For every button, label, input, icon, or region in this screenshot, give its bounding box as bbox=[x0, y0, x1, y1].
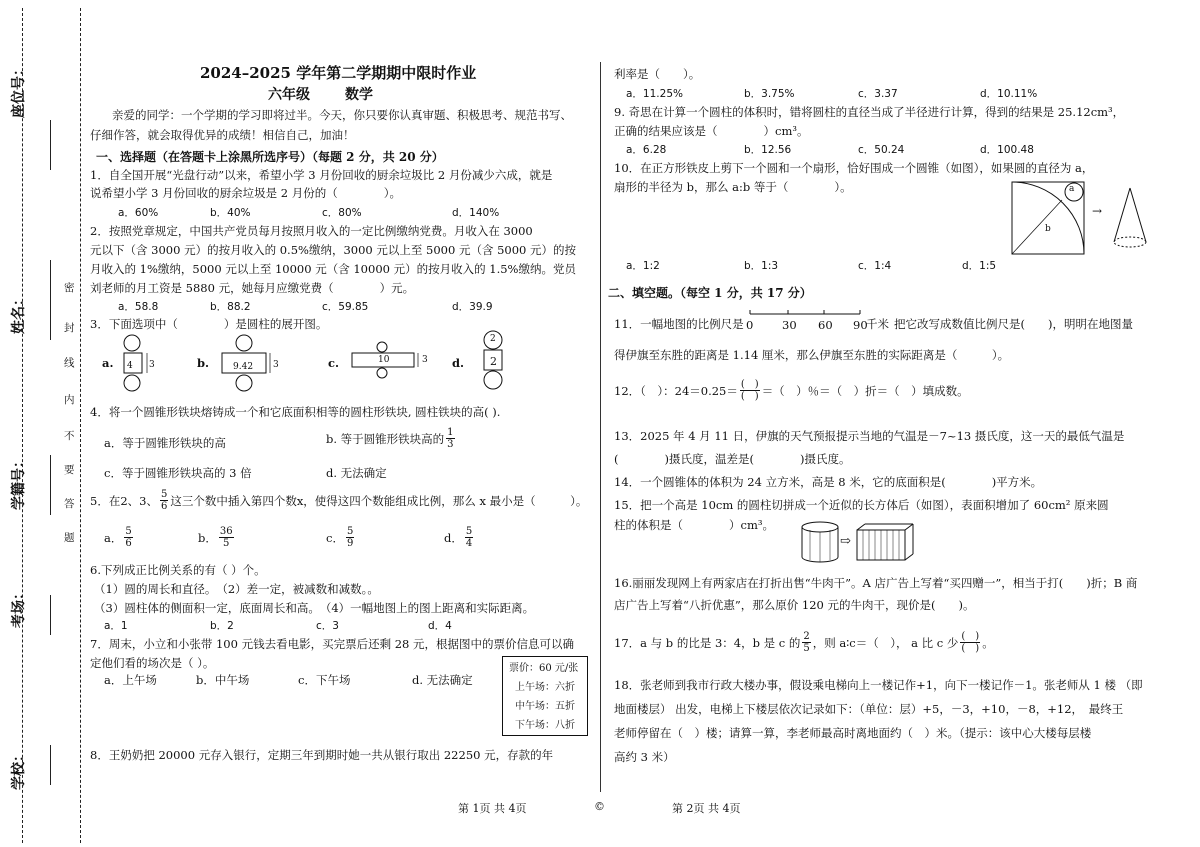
seal-char: 不 bbox=[64, 430, 75, 442]
q18-line-2: 地面楼层） 出发，电梯上下楼层依次记录如下：（单位：层）+5，－3，+10，－8，+12， 最终王 bbox=[614, 702, 1124, 716]
net-circle bbox=[124, 335, 140, 351]
q1-option-a[interactable]: a．60% bbox=[118, 207, 159, 219]
q7-option-b[interactable]: b．中午场 bbox=[196, 673, 250, 687]
q17-end: 。 bbox=[982, 635, 994, 650]
cuboid-edge bbox=[857, 524, 865, 530]
section-1-heading: 一、选择题（在答题卡上涂黑所选序号）（每题 2 分，共 20 分） bbox=[96, 150, 444, 164]
q2-line-3: 月收入的 1%缴纳，5000 元以上至 10000 元（含 10000 元）的按月收入的 1.5%缴纳。党员 bbox=[90, 262, 576, 276]
q2-option-d[interactable]: d．39.9 bbox=[452, 301, 493, 313]
q3-dim-d-diameter: 2 bbox=[490, 334, 496, 344]
copyright-icon: © bbox=[594, 800, 605, 813]
q5-option-b[interactable] bbox=[198, 526, 236, 549]
seal-char: 答 bbox=[64, 498, 75, 510]
q2-option-b[interactable]: b．88.2 bbox=[210, 301, 251, 313]
net-circle bbox=[484, 371, 502, 389]
seal-char: 密 bbox=[64, 282, 75, 294]
option-letter: c． bbox=[326, 530, 344, 545]
q10-option-c[interactable]: c．1:4 bbox=[858, 260, 892, 272]
q6-option-b[interactable]: b．2 bbox=[210, 620, 234, 632]
cuboid-figure bbox=[855, 522, 915, 562]
q6-items-2: （3）圆柱体的侧面积一定，底面周长和高。 （4）一幅地图上的图上距离和实际距离。 bbox=[94, 601, 535, 615]
ticket-price-box bbox=[502, 656, 588, 736]
cone-edge bbox=[1114, 188, 1130, 242]
q12-post: ＝（ ）％＝（ ）折＝（ ）填成数。 bbox=[761, 383, 969, 398]
cone-base bbox=[1114, 237, 1146, 247]
noon-discount: 中午场：五折 bbox=[515, 701, 575, 712]
q5-option-c[interactable] bbox=[326, 526, 356, 549]
cuboid-edge bbox=[905, 554, 913, 560]
q5-stem-pre: 5．在2、3、 bbox=[90, 493, 158, 508]
q3-dim-c-height: 3 bbox=[422, 355, 428, 365]
q10-option-b[interactable]: b．1:3 bbox=[744, 260, 779, 272]
q18-line-1: 18．张老师到我市行政大楼办事，假设乘电梯向上一楼记作+1，向下一楼记作－1。张老师从 1 楼 （即 bbox=[614, 678, 1143, 692]
cone-icon bbox=[1110, 186, 1150, 252]
q8-line-2: 利率是（ ）。 bbox=[614, 67, 701, 81]
scale-tick-label: 30 bbox=[782, 318, 797, 332]
page-divider bbox=[600, 62, 601, 792]
q1-option-b[interactable]: b．40% bbox=[210, 207, 251, 219]
scale-tick-label: 60 bbox=[818, 318, 833, 332]
seat-label: 座位号： bbox=[11, 62, 27, 118]
student-id-label: 学籍号： bbox=[11, 454, 27, 510]
q12-pre: 12．（ ）：24＝0.25＝ bbox=[614, 383, 738, 398]
cylinder-figure bbox=[800, 521, 840, 563]
seal-char: 封 bbox=[64, 322, 75, 334]
q17-stem bbox=[614, 631, 994, 654]
q11-line-1-post: 把它改写成数值比例尺是( )，明明在地图量 bbox=[894, 317, 1133, 331]
cylinder-top bbox=[802, 522, 838, 532]
morning-discount: 上午场：六折 bbox=[515, 682, 575, 693]
fraction: $\frac{1}{3}$ bbox=[447, 427, 454, 450]
q4-option-b[interactable] bbox=[326, 427, 457, 450]
section-2-heading: 二、填空题。（每空 1 分，共 17 分） bbox=[608, 286, 812, 300]
q10-label-b: b bbox=[1045, 224, 1051, 234]
q8-line-1: 8．王奶奶把 20000 元存入银行，定期三年到期时她一共从银行取出 22250 元，存款的年 bbox=[90, 748, 554, 762]
q7-line-1: 7．周末，小立和小张带 100 元钱去看电影，买完票后还剩 28 元，根据图中的票价信息可以确 bbox=[90, 637, 575, 651]
q5-option-a[interactable] bbox=[104, 526, 135, 549]
q2-option-a[interactable]: a．58.8 bbox=[118, 301, 159, 313]
q3-dim-a-width: 4 bbox=[127, 361, 133, 371]
afternoon-discount: 下午场：八折 bbox=[515, 720, 575, 731]
net-circle bbox=[236, 375, 252, 391]
subject-label: 数学 bbox=[345, 87, 373, 103]
q10-option-d[interactable]: d．1:5 bbox=[962, 260, 997, 272]
q5-stem-post: 这三个数中插入第四个数x，使得这四个数能组成比例，那么 x 最小是（ ）。 bbox=[170, 493, 588, 508]
seal-char: 内 bbox=[64, 394, 75, 406]
intro-line-1: 亲爱的同学：一个学期的学习即将过半。今天，你只要你认真审题、积极思考、规范书写、 bbox=[112, 108, 572, 122]
scale-unit: 千米 bbox=[866, 317, 889, 331]
q4-option-d[interactable]: d. 无法确定 bbox=[326, 466, 387, 480]
q13-line-2: ( )摄氏度，温差是( )摄氏度。 bbox=[614, 452, 851, 466]
fraction: $\frac{5}{6}$ bbox=[125, 526, 132, 549]
q2-line-4: 刘老师的月工资是 5880 元，她每月应缴党费（ ）元。 bbox=[90, 281, 415, 295]
seal-char: 题 bbox=[64, 532, 75, 544]
q9-option-d[interactable]: d．100.48 bbox=[980, 144, 1034, 156]
page-number-left: 第 1页 共 4页 bbox=[458, 802, 527, 815]
q7-option-d[interactable]: d. 无法确定 bbox=[412, 673, 473, 687]
page-number-right: 第 2页 共 4页 bbox=[672, 802, 741, 815]
q3-dim-b-width: 9.42 bbox=[233, 362, 254, 372]
fraction: $\frac{5}{4}$ bbox=[465, 526, 473, 549]
arrow-icon: → bbox=[1092, 204, 1103, 218]
sector-radius bbox=[1012, 200, 1062, 254]
q9-option-a[interactable]: a．6.28 bbox=[626, 144, 667, 156]
q7-option-a[interactable]: a．上午场 bbox=[104, 673, 157, 687]
q7-option-c[interactable]: c．下午场 bbox=[298, 673, 351, 687]
q10-square-sector-figure bbox=[1010, 180, 1092, 258]
q10-line-1: 10．在正方形铁皮上剪下一个圆和一个扇形，恰好围成一个圆锥（如图），如果圆的直径为 a， bbox=[614, 161, 1094, 175]
q3-option-b[interactable]: b. bbox=[197, 356, 210, 370]
grade-label: 六年级 bbox=[268, 87, 310, 103]
q9-option-c[interactable]: c．50.24 bbox=[858, 144, 905, 156]
q9-line-2: 正确的结果应该是（ ）cm³。 bbox=[614, 124, 809, 138]
q12-stem bbox=[614, 379, 969, 402]
q15-line-2: 柱的体积是（ ）cm³。 bbox=[614, 518, 774, 532]
q17-pre: 17．a 与 b 的比是 3：4，b 是 c 的 bbox=[614, 635, 801, 650]
q6-stem: 6.下列成正比例关系的有（ ）个。 bbox=[90, 563, 266, 577]
seal-char: 要 bbox=[64, 464, 75, 476]
q3-option-c[interactable]: c. bbox=[328, 356, 340, 370]
cuboid-edge bbox=[905, 524, 913, 530]
q8-option-a[interactable]: a．11.25% bbox=[626, 88, 683, 100]
q7-line-2: 定他们看的场次是（ ）。 bbox=[90, 656, 215, 670]
q3-dim-c-width: 10 bbox=[378, 355, 390, 365]
q10-label-a: a bbox=[1069, 184, 1075, 194]
q11-line-1-pre: 11．一幅地图的比例尺是 bbox=[614, 317, 744, 331]
fraction: $\frac{5}{6}$ bbox=[160, 489, 168, 512]
q3-stem: 3．下面选项中（ ）是圆柱的展开图。 bbox=[90, 317, 328, 331]
q8-option-b[interactable]: b．3.75% bbox=[744, 88, 795, 100]
q3-option-a[interactable]: a. bbox=[102, 356, 114, 370]
q4-option-c[interactable]: c．等于圆锥形铁块高的 3 倍 bbox=[104, 466, 252, 480]
q3-dim-d-side: 2 bbox=[490, 355, 497, 368]
scale-tick-label: 0 bbox=[746, 318, 754, 332]
net-circle bbox=[377, 342, 387, 352]
net-circle bbox=[124, 375, 140, 391]
fraction: $\frac{2}{5}$ bbox=[803, 631, 810, 654]
q6-items-1: （1）圆的周长和直径。 （2）差一定，被减数和减数。。 bbox=[94, 582, 379, 596]
option-letter: d． bbox=[444, 530, 463, 545]
q4-stem: 4．将一个圆锥形铁块熔铸成一个和它底面积相等的圆柱形铁块, 圆柱铁块的高( ). bbox=[90, 405, 501, 419]
q14-stem: 14．一个圆锥体的体积为 24 立方米，高是 8 米，它的底面积是( )平方米。 bbox=[614, 475, 1043, 489]
fraction: $\frac{36}{5}$ bbox=[219, 526, 233, 549]
q18-line-4: 高约 3 米） bbox=[614, 750, 675, 764]
q9-line-1: 9. 奇思在计算一个圆柱的体积时，错将圆柱的直径当成了半径进行计算，得到的结果是 25.12cm³， bbox=[614, 105, 1125, 119]
q1-option-c[interactable]: c．80% bbox=[322, 207, 362, 219]
q6-option-c[interactable]: c．3 bbox=[316, 620, 339, 632]
q16-line-2: 店广告上写着“八折优惠”，那么原价 120 元的牛肉干，现价是( )。 bbox=[614, 598, 975, 612]
scale-tick-label: 90 bbox=[853, 318, 868, 332]
q18-line-3: 老师停留在（ ）楼；请算一算，李老师最高时离地面约（ ）米。（提示：该中心大楼每层楼 bbox=[614, 726, 1092, 740]
q1-line-1: 1．自全国开展“光盘行动”以来，希望小学 3 月份回收的厨余垃圾比 2 月份减少六成，就是 bbox=[90, 168, 553, 182]
q10-option-a[interactable]: a．1:2 bbox=[626, 260, 660, 272]
option-letter: b． bbox=[198, 530, 217, 545]
q2-option-c[interactable]: c．59.85 bbox=[322, 301, 369, 313]
q15-line-1: 15．把一个高是 10cm 的圆柱切拼成一个近似的长方体后（如图），表面积增加了 60cm² 原来圆 bbox=[614, 498, 1109, 512]
q5-stem bbox=[90, 489, 587, 512]
seal-char: 线 bbox=[64, 357, 75, 369]
arrow-icon: ⇨ bbox=[840, 534, 851, 549]
q17-mid: ，则 a∶c＝（ ）， a 比 c 少 bbox=[812, 635, 959, 650]
q2-line-1: 2．按照党章规定，中国共产党员每月按照月收入的一定比例缴纳党费。月收入在 3000 bbox=[90, 224, 533, 238]
fraction: $\frac{( )}{( )}$ bbox=[961, 631, 980, 654]
q16-line-1: 16.丽丽发现网上有两家店在打折出售“牛肉干”。A 店广告上写着“买四赠一”，相当于打( )折；B 商 bbox=[614, 576, 1138, 590]
q4-option-a[interactable]: a．等于圆锥形铁块的高 bbox=[104, 436, 226, 450]
q4-option-b-text: b. 等于圆锥形铁块高的 bbox=[326, 431, 445, 446]
q3-option-d[interactable]: d. bbox=[452, 356, 465, 370]
intro-line-2: 仔细作答，就会取得优异的成绩！相信自己，加油！ bbox=[90, 128, 355, 142]
exam-title: 2024–2025 学年第二学期期中限时作业 bbox=[200, 64, 477, 82]
q6-option-d[interactable]: d．4 bbox=[428, 620, 452, 632]
q6-option-a[interactable]: a．1 bbox=[104, 620, 128, 632]
q5-option-d[interactable] bbox=[444, 526, 475, 549]
q10-line-2: 扇形的半径为 b，那么 a:b 等于（ ）。 bbox=[614, 180, 852, 194]
q1-line-2: 说希望小学 3 月份回收的厨余垃圾是 2 月份的（ ）。 bbox=[90, 186, 402, 200]
exam-room-label: 考场： bbox=[11, 586, 27, 628]
option-letter: a． bbox=[104, 530, 123, 545]
fraction: $\frac{( )}{( )}$ bbox=[740, 379, 759, 402]
q8-option-c[interactable]: c．3.37 bbox=[858, 88, 898, 100]
school-label: 学校： bbox=[11, 748, 27, 790]
q3-dim-b-height: 3 bbox=[273, 360, 279, 370]
q9-option-b[interactable]: b．12.56 bbox=[744, 144, 792, 156]
name-label: 姓名： bbox=[11, 292, 27, 334]
q1-option-d[interactable]: d．140% bbox=[452, 207, 500, 219]
fraction: $\frac{5}{9}$ bbox=[346, 526, 354, 549]
net-circle bbox=[377, 368, 387, 378]
cone-edge bbox=[1130, 188, 1146, 242]
q13-line-1: 13．2025 年 4 月 11 日，伊旗的天气预报提示当地的气温是－7~13 摄氏度，这一天的最低气温是 bbox=[614, 429, 1125, 443]
q3-dim-a-height: 3 bbox=[149, 360, 155, 370]
q2-line-2: 元以下（含 3000 元）的按月收入的 0.5%缴纳，3000 元以上至 5000 元（含 5000 元）的按 bbox=[90, 243, 577, 257]
q8-option-d[interactable]: d．10.11% bbox=[980, 88, 1038, 100]
ticket-price: 票价：60 元/张 bbox=[509, 663, 579, 674]
q11-line-2: 得伊旗至东胜的距离是 1.14 厘米，那么伊旗至东胜的实际距离是（ ）。 bbox=[614, 348, 1010, 362]
net-circle bbox=[236, 335, 252, 351]
